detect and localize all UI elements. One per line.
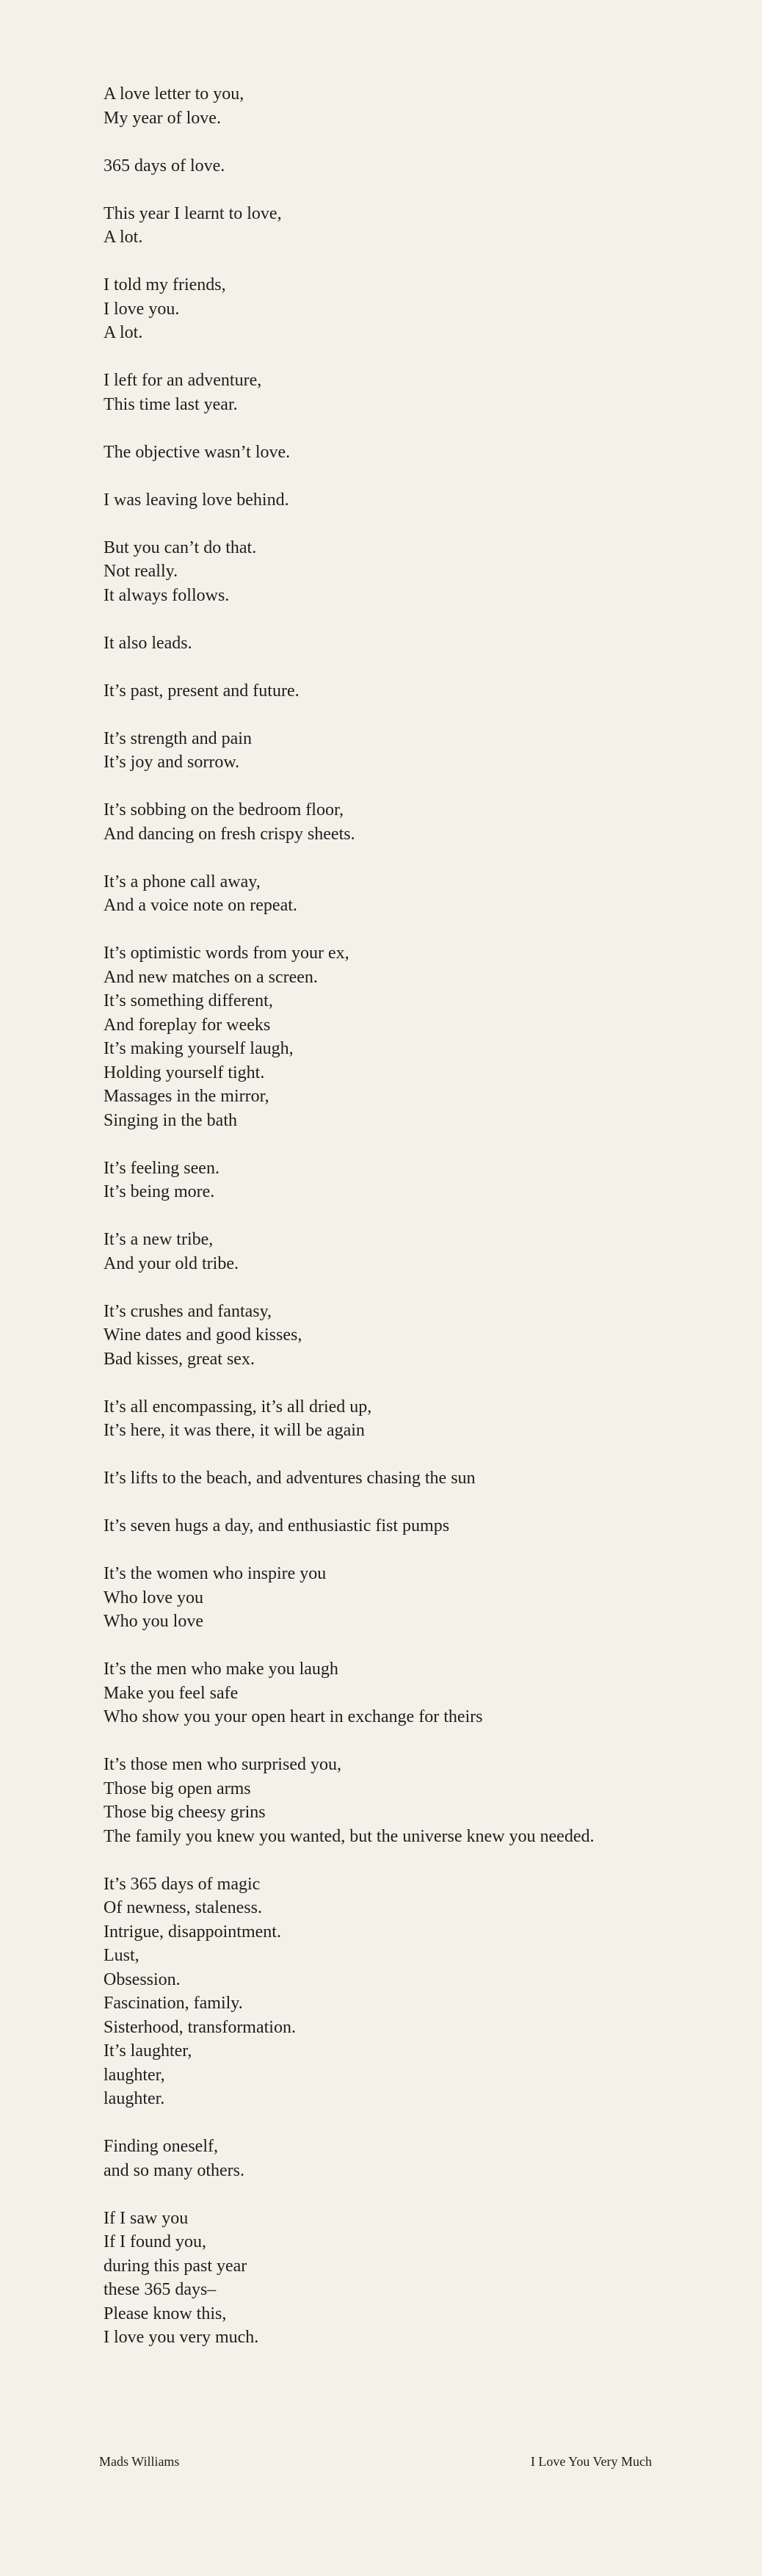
poem-line: It also leads.	[104, 633, 192, 653]
stanza	[104, 2135, 735, 2182]
poem-line: A lot.	[104, 323, 143, 342]
poem-line: It’s lifts to the beach, and adventures chasing the sun	[104, 1469, 476, 1488]
poem-line: It’s crushes and fantasy,	[104, 1301, 272, 1321]
poem-line: I left for an adventure,	[104, 371, 262, 390]
poem-line: Lust,	[104, 1946, 139, 1965]
poem-line: It’s those men who surprised you,	[104, 1755, 341, 1774]
poem-line: The objective wasn’t love.	[104, 442, 291, 462]
poem-line: It’s making yourself laugh,	[104, 1039, 294, 1058]
poem-line: It’s all encompassing, it’s all dried up,	[104, 1397, 372, 1417]
poem-line: It’s 365 days of magic	[104, 1874, 261, 1894]
poem-line: Who you love	[104, 1612, 203, 1631]
poem-line: This year I learnt to love,	[104, 203, 282, 223]
poem-line: Massages in the mirror,	[104, 1087, 269, 1106]
poem-line: Holding yourself tight.	[104, 1063, 265, 1082]
stanza	[104, 798, 735, 846]
poem-line: It’s a phone call away,	[104, 872, 261, 891]
poem-line: It’s seven hugs a day, and enthusiastic fist pumps	[104, 1516, 450, 1535]
poem-line: laughter,	[104, 2065, 165, 2085]
poem-line: laughter.	[104, 2089, 165, 2108]
poem-line: I love you.	[104, 299, 180, 319]
poem-line: It’s feeling seen.	[104, 1158, 219, 1178]
poem-body	[104, 82, 735, 2373]
poem-line: Obsession.	[104, 1969, 181, 1989]
poem-line: And foreplay for weeks	[104, 1015, 271, 1035]
stanza	[104, 441, 735, 465]
stanza	[104, 679, 735, 703]
stanza	[104, 1228, 735, 1276]
poem-line: It’s sobbing on the bedroom floor,	[104, 800, 344, 820]
poem-line: It’s something different,	[104, 991, 273, 1010]
poem-line: It’s past, present and future.	[104, 681, 300, 701]
poem-line: And your old tribe.	[104, 1253, 239, 1273]
stanza	[104, 1562, 735, 1634]
poem-line: Who love you	[104, 1588, 203, 1607]
stanza	[104, 1514, 735, 1538]
poem-line: A love letter to you,	[104, 84, 244, 104]
poem-line: Intrigue, disappointment.	[104, 1922, 281, 1942]
poem-line: during this past year	[104, 2256, 247, 2276]
poem-line: Sisterhood, transformation.	[104, 2017, 296, 2037]
page-footer	[99, 2453, 652, 2470]
poem-line: and so many others.	[104, 2160, 244, 2180]
poem-line: But you can’t do that.	[104, 538, 257, 557]
stanza	[104, 2207, 735, 2350]
poem-line: If I saw you	[104, 2208, 189, 2228]
stanza	[104, 870, 735, 918]
stanza	[104, 727, 735, 775]
poem-line: It’s joy and sorrow.	[104, 753, 240, 772]
stanza	[104, 1753, 735, 1848]
poem-line: It’s the women who inspire you	[104, 1564, 327, 1583]
poem-line: Finding oneself,	[104, 2137, 218, 2156]
poem-line: The family you knew you wanted, but the universe knew you needed.	[104, 1826, 595, 1846]
stanza	[104, 273, 735, 345]
footer-author: Mads Williams	[99, 2454, 180, 2469]
poem-line: Please know this,	[104, 2304, 227, 2323]
poem-line: Singing in the bath	[104, 1110, 237, 1130]
poem-line: It’s strength and pain	[104, 728, 252, 748]
poem-line: Fascination, family.	[104, 1994, 243, 2013]
stanza	[104, 632, 735, 656]
poem-line: And a voice note on repeat.	[104, 896, 297, 915]
poem-line: It’s here, it was there, it will be again	[104, 1421, 365, 1440]
poem-line: 365 days of love.	[104, 156, 225, 176]
poem-line: Not really.	[104, 562, 178, 581]
poem-line: I told my friends,	[104, 275, 226, 294]
stanza	[104, 1395, 735, 1443]
stanza	[104, 488, 735, 513]
stanza	[104, 1657, 735, 1729]
poem-line: Those big open arms	[104, 1779, 251, 1798]
stanza	[104, 154, 735, 178]
poem-line: It’s the men who make you laugh	[104, 1660, 338, 1679]
poem-line: It’s optimistic words from your ex,	[104, 944, 349, 963]
poem-line: Those big cheesy grins	[104, 1803, 266, 1822]
poem-line: Who show you your open heart in exchange for theirs	[104, 1707, 483, 1726]
poem-line: This time last year.	[104, 394, 238, 414]
poem-line: It’s being more.	[104, 1182, 215, 1201]
poem-line: It’s a new tribe,	[104, 1230, 214, 1249]
poem-line: I love you very much.	[104, 2328, 259, 2347]
footer-title: I Love You Very Much	[530, 2454, 652, 2469]
poem-line: Of newness, staleness.	[104, 1898, 262, 1917]
stanza	[104, 1873, 735, 2111]
stanza	[104, 369, 735, 416]
stanza	[104, 202, 735, 250]
poem-line: Bad kisses, great sex.	[104, 1349, 255, 1369]
stanza	[104, 1300, 735, 1372]
poem-line: A lot.	[104, 228, 143, 247]
poem-line: If I found you,	[104, 2232, 206, 2251]
poem-line: I was leaving love behind.	[104, 490, 289, 510]
poem-line: Wine dates and good kisses,	[104, 1325, 302, 1345]
poem-line: Make you feel safe	[104, 1683, 239, 1703]
poem-line: these 365 days–	[104, 2280, 217, 2299]
poem-line: And new matches on a screen.	[104, 967, 318, 987]
stanza	[104, 941, 735, 1132]
stanza	[104, 1157, 735, 1204]
stanza	[104, 1466, 735, 1491]
stanza	[104, 536, 735, 608]
poem-line: My year of love.	[104, 108, 221, 128]
poem-line: It’s laughter,	[104, 2041, 192, 2061]
poem-line: It always follows.	[104, 585, 230, 605]
stanza	[104, 82, 735, 130]
poem-line: And dancing on fresh crispy sheets.	[104, 824, 355, 844]
